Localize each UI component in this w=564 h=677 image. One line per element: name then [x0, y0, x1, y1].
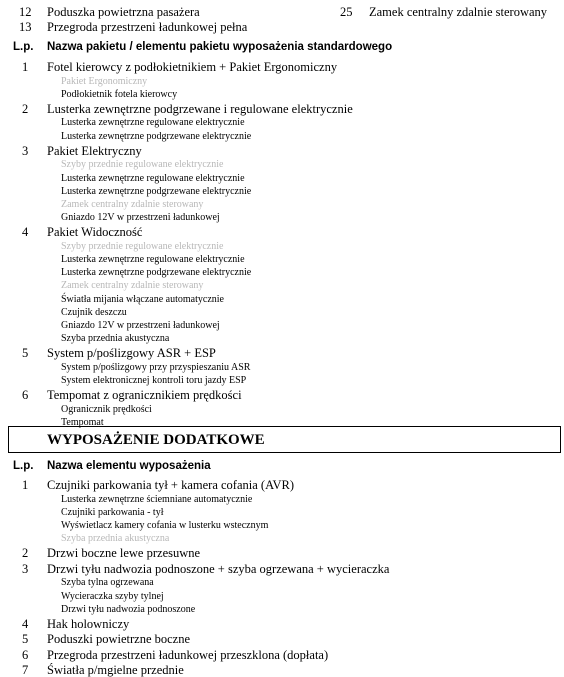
- sub-item: Szyba przednia akustyczna: [61, 533, 170, 545]
- item-name: Tempomat z ogranicznikiem prędkości: [47, 388, 242, 403]
- lp-header: L.p.: [13, 41, 34, 53]
- item-number: 6: [22, 647, 29, 662]
- item-number: 7: [22, 663, 29, 677]
- item-name: Pakiet Elektryczny: [47, 143, 142, 158]
- row-text: Poduszka powietrzna pasażera: [47, 5, 200, 19]
- sub-item: Zamek centralny zdalnie sterowany: [61, 198, 204, 210]
- section-title: WYPOSAŻENIE DODATKOWE: [47, 432, 265, 448]
- item-name: Poduszki powietrzne boczne: [47, 632, 191, 647]
- sub-item: Gniazdo 12V w przestrzeni ładunkowej: [61, 320, 220, 331]
- sub-item: Szyby przednie regulowane elektrycznie: [61, 240, 224, 252]
- lp-header: L.p.: [13, 460, 34, 472]
- sub-item: Czujniki parkowania - tył: [61, 506, 164, 518]
- item-number: 1: [22, 478, 29, 492]
- item-number: 2: [22, 546, 29, 561]
- sub-item: Wycieraczka szyby tylnej: [61, 590, 164, 602]
- item-number: 5: [22, 346, 29, 361]
- item-name: Fotel kierowcy z podłokietnikiem + Pakiet Ergonomiczny: [47, 60, 338, 74]
- item-name: Przegroda przestrzeni ładunkowej przeszklona (dopłata): [47, 647, 329, 662]
- section-banner: [8, 426, 561, 453]
- sub-item: System p/poślizgowy przy przyspieszaniu ASR: [61, 361, 251, 373]
- sub-item: Szyba przednia akustyczna: [61, 333, 170, 345]
- item-name: Pakiet Widoczność: [47, 225, 143, 240]
- sub-item: Zamek centralny zdalnie sterowany: [61, 280, 204, 292]
- sub-item: Szyby przednie regulowane elektrycznie: [61, 159, 224, 171]
- additional-header-title: Nazwa elementu wyposażenia: [47, 460, 211, 472]
- sub-item: Tempomat: [61, 417, 104, 428]
- sub-item: Czujnik deszczu: [61, 306, 127, 318]
- item-number: 2: [22, 101, 29, 116]
- sub-item: Gniazdo 12V w przestrzeni ładunkowej: [61, 212, 220, 224]
- sub-item: Światła mijania włączane automatycznie: [61, 293, 224, 305]
- item-number: 3: [22, 143, 29, 158]
- sub-item: Lusterka zewnętrzne regulowane elektrycznie: [61, 172, 245, 184]
- sub-item: System elektronicznej kontroli toru jazdy ESP: [61, 375, 247, 387]
- row-text: Przegroda przestrzeni ładunkowej pełna: [47, 20, 248, 34]
- row-number: 13: [19, 20, 32, 34]
- sub-item: Pakiet Ergonomiczny: [61, 75, 148, 87]
- sub-item: Lusterka zewnętrzne podgrzewane elektrycznie: [61, 130, 252, 142]
- row-number: 25: [340, 5, 353, 19]
- item-number: 3: [22, 561, 29, 576]
- sub-item: Lusterka zewnętrzne podgrzewane elektrycznie: [61, 185, 252, 197]
- row-text: Zamek centralny zdalnie sterowany: [369, 5, 548, 19]
- sub-item: Lusterka zewnętrzne ściemniane automatycznie: [61, 493, 253, 505]
- sub-item: Lusterka zewnętrzne regulowane elektrycznie: [61, 117, 245, 129]
- sub-item: Lusterka zewnętrzne regulowane elektrycznie: [61, 254, 245, 265]
- item-name: Światła p/mgielne przednie: [47, 663, 184, 677]
- sub-item: Szyba tylna ogrzewana: [61, 577, 154, 589]
- sub-item: Ogranicznik prędkości: [61, 403, 152, 415]
- item-number: 5: [22, 632, 29, 647]
- item-number: 4: [22, 225, 29, 240]
- item-name: System p/poślizgowy ASR + ESP: [47, 346, 216, 361]
- sub-item: Lusterka zewnętrzne podgrzewane elektrycznie: [61, 267, 252, 279]
- row-number: 12: [19, 5, 32, 19]
- item-number: 6: [22, 388, 29, 403]
- item-name: Lusterka zewnętrzne podgrzewane i regulowane elektrycznie: [47, 101, 353, 116]
- item-number: 4: [22, 616, 29, 631]
- sub-item: Wyświetlacz kamery cofania w lusterku wstecznym: [61, 519, 269, 531]
- item-name: Czujniki parkowania tył + kamera cofania (AVR): [47, 478, 295, 492]
- standard-header-title: Nazwa pakietu / elementu pakietu wyposażenia standardowego: [47, 41, 393, 53]
- item-name: Drzwi tyłu nadwozia podnoszone + szyba ogrzewana + wycieraczka: [47, 561, 390, 576]
- item-name: Hak holowniczy: [47, 616, 130, 631]
- sub-item: Podłokietnik fotela kierowcy: [61, 88, 178, 100]
- item-name: Drzwi boczne lewe przesuwne: [47, 546, 201, 561]
- item-number: 1: [22, 60, 29, 74]
- sub-item: Drzwi tyłu nadwozia podnoszone: [61, 603, 196, 615]
